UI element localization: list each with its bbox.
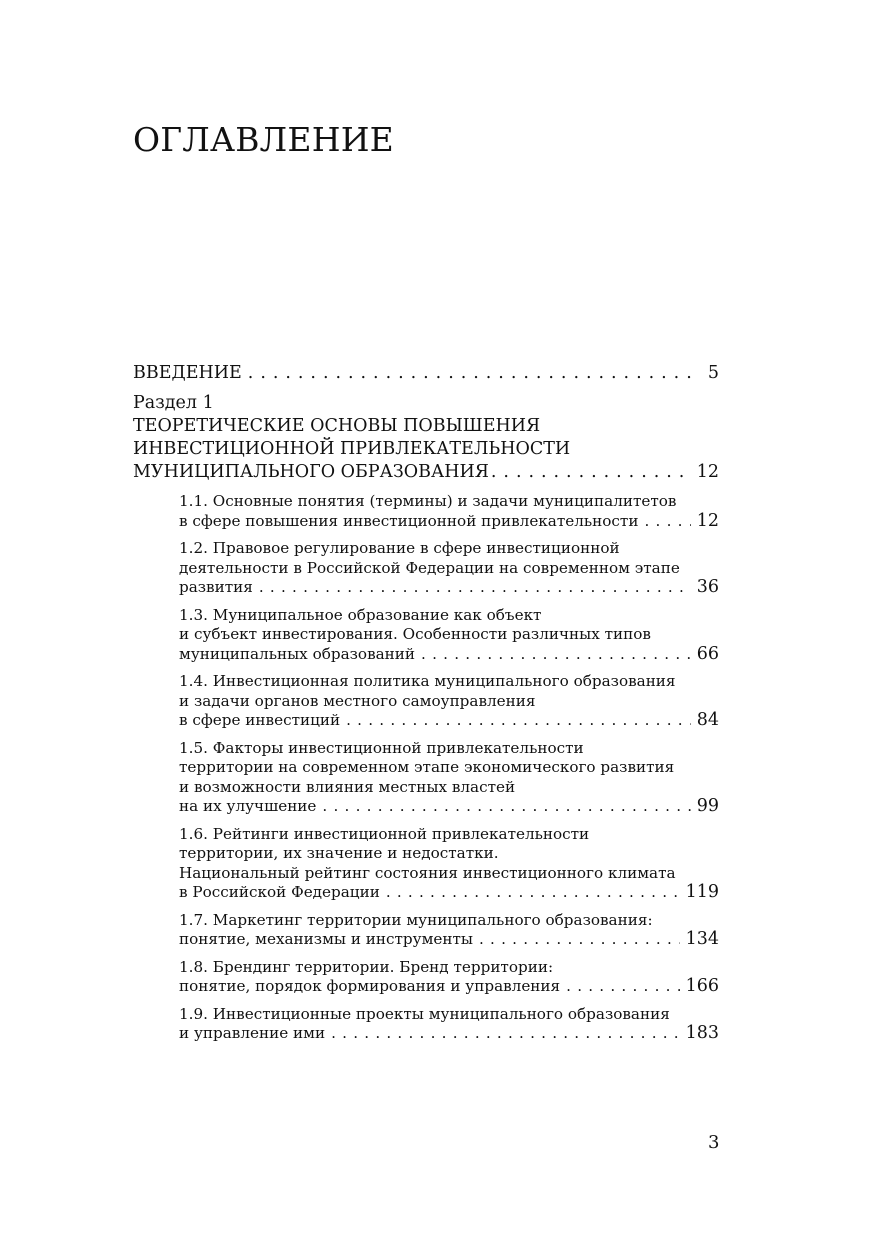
toc-page-number: 36	[696, 577, 719, 597]
section-title-line: МУНИЦИПАЛЬНОГО ОБРАЗОВАНИЯ	[133, 462, 489, 482]
toc-page-number: 12	[696, 462, 719, 482]
toc-entry-section-1[interactable]	[133, 392, 719, 484]
toc-entry-subsection[interactable]	[179, 958, 719, 997]
toc-entry-line: 1.1. Основные понятия (термины) и задачи муниципалитетов	[179, 492, 677, 510]
dot-leader	[340, 711, 691, 731]
dot-leader	[253, 578, 691, 598]
toc-entry-subsection[interactable]	[179, 825, 719, 903]
toc-entry-title: ВВЕДЕНИЕ	[133, 363, 242, 383]
toc-page-number: 119	[685, 882, 719, 902]
toc-entry-subsection[interactable]	[179, 539, 719, 598]
dot-leader	[316, 797, 690, 817]
toc-entry-intro[interactable]	[133, 362, 719, 385]
toc-entry-line: муниципальных образований	[179, 644, 416, 663]
subsection-list	[133, 492, 719, 1044]
toc-entry-line: 1.3. Муниципальное образование как объект	[179, 605, 542, 624]
toc-entry-line: 1.9. Инвестиционные проекты муниципального образования	[179, 1004, 670, 1023]
toc-entry-line: понятие, порядок формирования и управления	[179, 977, 561, 995]
toc-entry-line: развития	[179, 578, 253, 596]
toc-entry-subsection[interactable]	[179, 606, 719, 665]
toc-entry-line: и возможности влияния местных властей	[179, 777, 516, 796]
toc-entry-line: и субъект инвестирования. Особенности различных типов	[179, 625, 651, 643]
dot-leader	[489, 461, 691, 484]
toc-entry-subsection[interactable]	[179, 1005, 719, 1044]
toc-entry-line: 1.2. Правовое регулирование в сфере инвестиционной	[179, 539, 620, 557]
toc-entry-line: в Российской Федерации	[179, 883, 380, 901]
table-of-contents	[133, 362, 719, 1052]
toc-entry-line: и задачи органов местного самоуправления	[179, 691, 536, 710]
page-number: 3	[708, 1132, 720, 1153]
dot-leader	[473, 930, 680, 950]
toc-page-number: 99	[696, 796, 719, 816]
toc-entry-subsection[interactable]	[179, 492, 719, 531]
toc-entry-line: понятие, механизмы и инструменты	[179, 930, 473, 948]
toc-entry-line: 1.4. Инвестиционная политика муниципального образования	[179, 672, 676, 690]
section-title-line: ТЕОРЕТИЧЕСКИЕ ОСНОВЫ ПОВЫШЕНИЯ	[133, 416, 541, 436]
toc-entry-subsection[interactable]	[179, 911, 719, 950]
toc-page-number: 134	[685, 929, 719, 949]
toc-page-number: 5	[707, 363, 719, 383]
toc-entry-subsection[interactable]	[179, 739, 719, 817]
dot-leader	[380, 883, 680, 903]
toc-entry-line: 1.6. Рейтинги инвестиционной привлекательности	[179, 824, 590, 843]
dot-leader	[242, 362, 691, 385]
section-title-line: ИНВЕСТИЦИОННОЙ ПРИВЛЕКАТЕЛЬНОСТИ	[133, 439, 571, 459]
toc-page-number: 12	[696, 510, 719, 531]
toc-entry-line: деятельности в Российской Федерации на современном этапе	[179, 558, 680, 577]
toc-entry-line: Национальный рейтинг состояния инвестиционного климата	[179, 863, 676, 882]
toc-entry-line: и управление ими	[179, 1024, 326, 1042]
dot-leader	[560, 977, 679, 997]
toc-page-number: 183	[685, 1023, 719, 1043]
toc-page-number: 66	[696, 643, 719, 664]
toc-entry-line: 1.8. Брендинг территории. Бренд территории:	[179, 957, 554, 976]
toc-entry-line: территории на современном этапе экономического развития	[179, 758, 675, 776]
toc-entry-line: территории, их значение и недостатки.	[179, 844, 499, 862]
toc-page-number: 166	[685, 976, 719, 996]
section-label: Раздел 1	[133, 393, 214, 413]
dot-leader	[638, 512, 690, 532]
dot-leader	[325, 1024, 680, 1044]
toc-entry-line: 1.7. Маркетинг территории муниципального образования:	[179, 910, 653, 929]
toc-entry-line: на их улучшение	[179, 797, 317, 815]
toc-entry-line: в сфере инвестиций	[179, 711, 341, 729]
page-title: ОГЛАВЛЕНИЕ	[133, 120, 394, 159]
toc-entry-subsection[interactable]	[179, 672, 719, 731]
toc-page-number: 84	[696, 710, 719, 730]
toc-entry-line: 1.5. Факторы инвестиционной привлекательности	[179, 738, 584, 757]
dot-leader	[415, 645, 691, 665]
toc-entry-line: в сфере повышения инвестиционной привлекательности	[179, 511, 639, 530]
